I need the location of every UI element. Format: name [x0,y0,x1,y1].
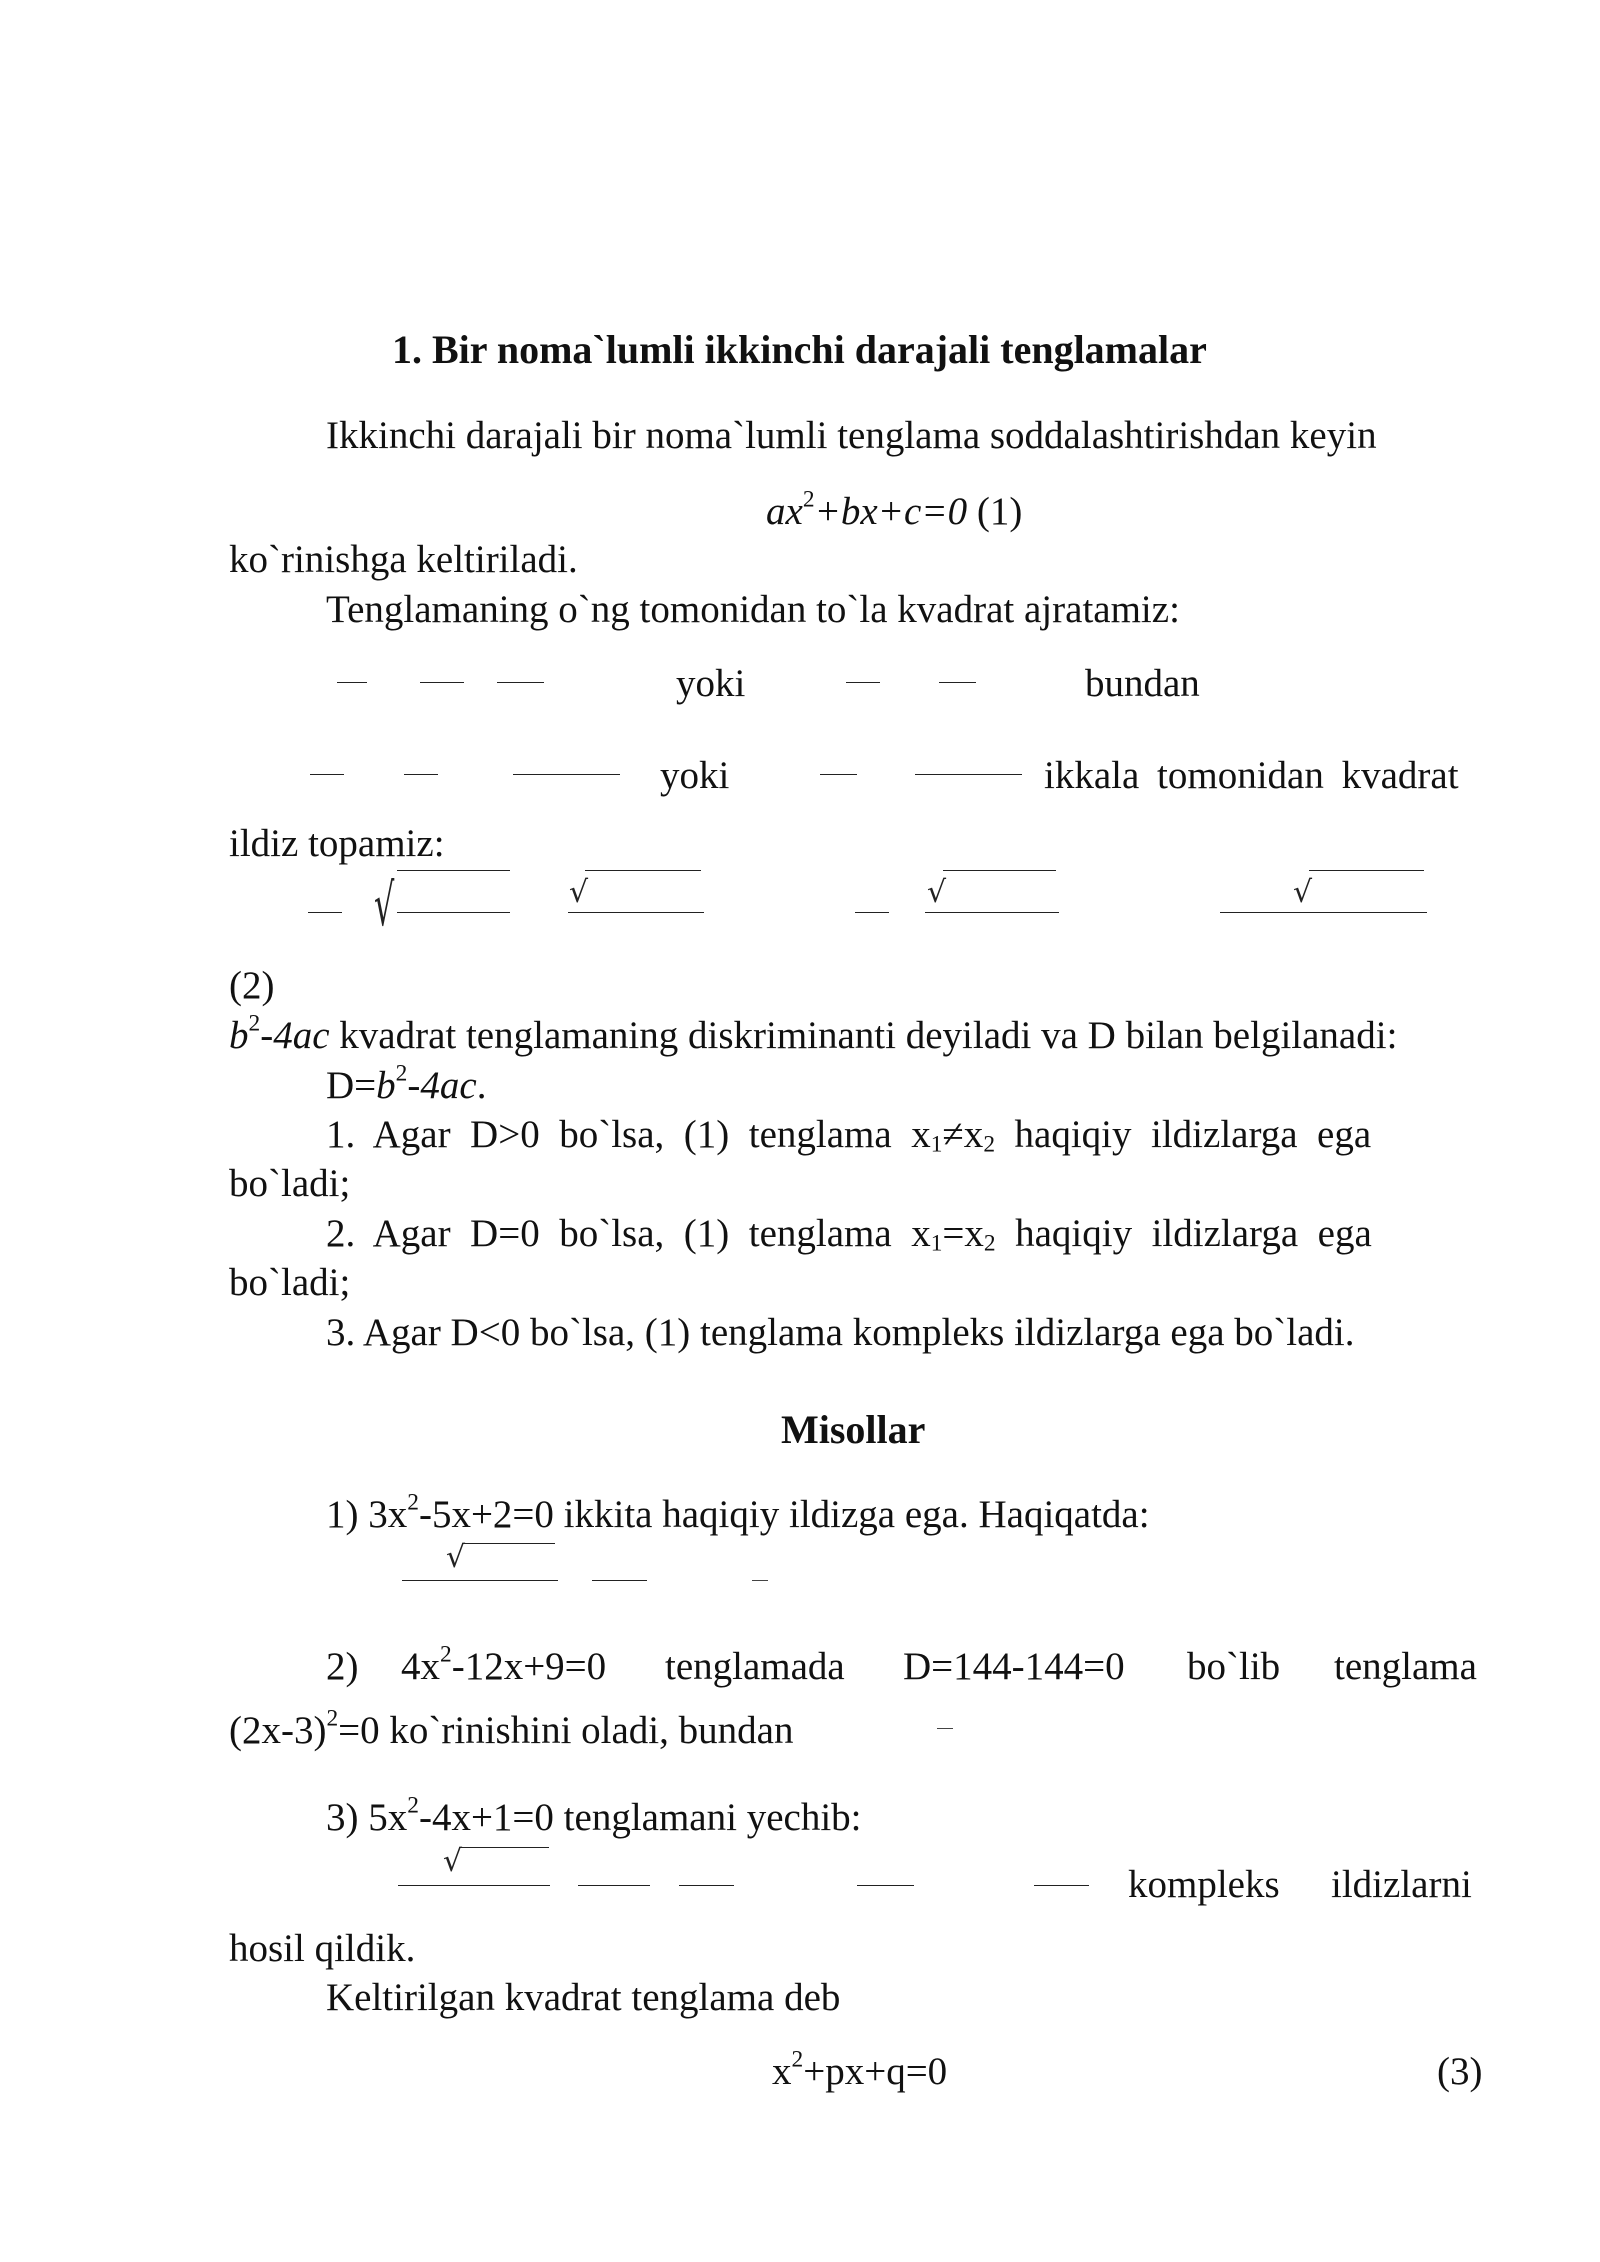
case-1-sub2: 2 [983,1131,996,1158]
case-2-line-2: bo`ladi; [229,1261,351,1304]
disc-def-b: b [376,1064,396,1107]
eq3-label: (3) [1437,2050,1483,2093]
ex2-equation [401,1641,607,1688]
fraction-line [937,1728,953,1729]
disc-desc: kvadrat tenglamaning diskriminanti deyiladi va D bilan belgilanadi: [329,1014,1398,1057]
ex3-sup: 2 [407,1792,419,1819]
formula-dash [939,682,976,683]
eq2-label: (2) [229,964,275,1007]
radical-icon: √ [446,1540,466,1575]
ex2-sup: 2 [440,1641,452,1668]
ex3-line-3: hosil qildik. [229,1927,416,1970]
radical-bar [397,870,510,871]
case-1-rel: ≠x [942,1113,984,1156]
ex2-l2-sup: 2 [326,1705,339,1732]
complete-square-text: Tenglamaning o`ng tomonidan to`la kvadrat ajratamiz: [326,588,1180,631]
case-3: 3. Agar D<0 bo`lsa, (1) tenglama kompleks ildizlarga ega bo`ladi. [326,1311,1355,1354]
fraction-line [752,1580,768,1581]
intro-text: Ikkinchi darajali bir noma`lumli tenglama soddalashtirishdan keyin [326,414,1377,457]
ex1-rest: -5x+2=0 ikkita haqiqiy ildizga ega. Haqiqatda: [418,1493,1150,1536]
case-2-tail: haqiqiy ildizlarga ega [995,1212,1372,1255]
radical-bar [459,1847,549,1848]
examples-heading: Misollar [781,1407,926,1452]
radical-icon: √ [374,871,395,939]
eq3-sup: 2 [791,2046,804,2073]
fraction-line [568,912,704,913]
disc-b: b [229,1014,249,1057]
formula-dash [308,912,342,913]
radical-icon: √ [443,1844,463,1879]
reduced-text: ko`rinishga keltiriladi. [229,538,578,581]
ex3-rest: -4x+1=0 tenglamani yechib: [418,1796,862,1839]
ex2-word-2: D=144-144=0 [903,1645,1125,1688]
radical-bar [585,870,701,871]
fraction-line [679,1885,734,1886]
row1-yoki: yoki [676,662,746,705]
formula-dash [497,682,544,683]
case-1-line-1 [326,1113,1372,1158]
case-2-rel: =x [942,1212,984,1255]
fraction-line [592,1580,647,1581]
eq1-rest: +bx+c=0 [814,490,968,533]
discriminant-def [326,1060,487,1107]
fraction-line [1034,1885,1089,1886]
fraction-line [925,912,1059,913]
fraction-line [857,1885,914,1886]
formula-dash [404,774,438,775]
ex2-line-2 [229,1705,794,1752]
ex3-word-1: kompleks [1128,1863,1280,1906]
eq1-label: (1) [967,490,1023,533]
formula-dash [846,682,880,683]
case-2-line-1 [326,1212,1372,1257]
fraction-line [402,1580,558,1581]
row1-bundan: bundan [1085,662,1200,705]
disc-sup: 2 [248,1010,261,1037]
example-3 [326,1792,862,1839]
ex2-pre: 2) [326,1645,359,1688]
equation-1 [766,486,1023,533]
radical-icon: √ [1293,875,1313,910]
fraction-line [578,1885,650,1886]
row2-yoki: yoki [660,754,730,797]
fraction-line [397,912,510,913]
radical-bar [462,1543,555,1544]
radical-icon: √ [569,875,589,910]
disc-def-end: . [476,1064,487,1107]
ex2-l2-rest: =0 ko`rinishini oladi, bundan [338,1709,794,1752]
ex1-sup: 2 [407,1489,419,1516]
root-find-text: ildiz topamiz: [229,822,445,865]
radical-icon: √ [927,875,947,910]
disc-def-pre: D= [326,1064,377,1107]
formula-dash [915,774,1022,775]
fraction-line [398,1885,550,1886]
eq3-a: x [772,2050,792,2093]
ex2-l2-pre: (2x-3) [229,1709,327,1752]
ex2-eq-b: -12x+9=0 [451,1645,607,1688]
case-2-sub2: 2 [983,1230,996,1257]
case-2-text: 2. Agar D=0 bo`lsa, (1) tenglama x [326,1212,931,1255]
discriminant-text [229,1010,1398,1057]
disc-rest: -4ac [260,1014,330,1057]
example-1 [326,1489,1150,1536]
formula-dash [513,774,620,775]
disc-def-sup: 2 [395,1060,408,1087]
formula-dash [820,774,857,775]
ex3-word-2: ildizlarni [1331,1863,1472,1906]
eq1-a: ax [766,490,803,533]
case-1-text: 1. Agar D>0 bo`lsa, (1) tenglama x [326,1113,931,1156]
page-title: 1. Bir noma`lumli ikkinchi darajali tenglamalar [392,327,1207,372]
eq1-sup: 2 [802,486,815,513]
formula-dash [337,682,367,683]
equation-3 [772,2046,948,2093]
ex1-pre: 1) 3x [326,1493,408,1536]
radical-bar [943,870,1056,871]
ex3-pre: 3) 5x [326,1796,408,1839]
fraction-line [1220,912,1427,913]
ex2-word-3: bo`lib [1187,1645,1281,1688]
case-1-sub1: 1 [930,1131,943,1158]
ex2-word-1: tenglamada [665,1645,845,1688]
formula-dash [310,774,344,775]
reduced-def: Keltirilgan kvadrat tenglama deb [326,1976,841,2019]
eq3-rest: +px+q=0 [803,2050,948,2093]
ex2-eq-a: 4x [401,1645,440,1688]
radical-bar [1309,870,1424,871]
case-1-tail: haqiqiy ildizlarga ega [995,1113,1372,1156]
case-2-sub1: 1 [930,1230,943,1257]
ex2-word-4: tenglama [1334,1645,1477,1688]
formula-dash [420,682,464,683]
row2-tail: ikkala tomonidan kvadrat [1044,754,1459,797]
case-1-line-2: bo`ladi; [229,1162,351,1205]
disc-def-rest: -4ac [407,1064,477,1107]
formula-dash [855,912,889,913]
